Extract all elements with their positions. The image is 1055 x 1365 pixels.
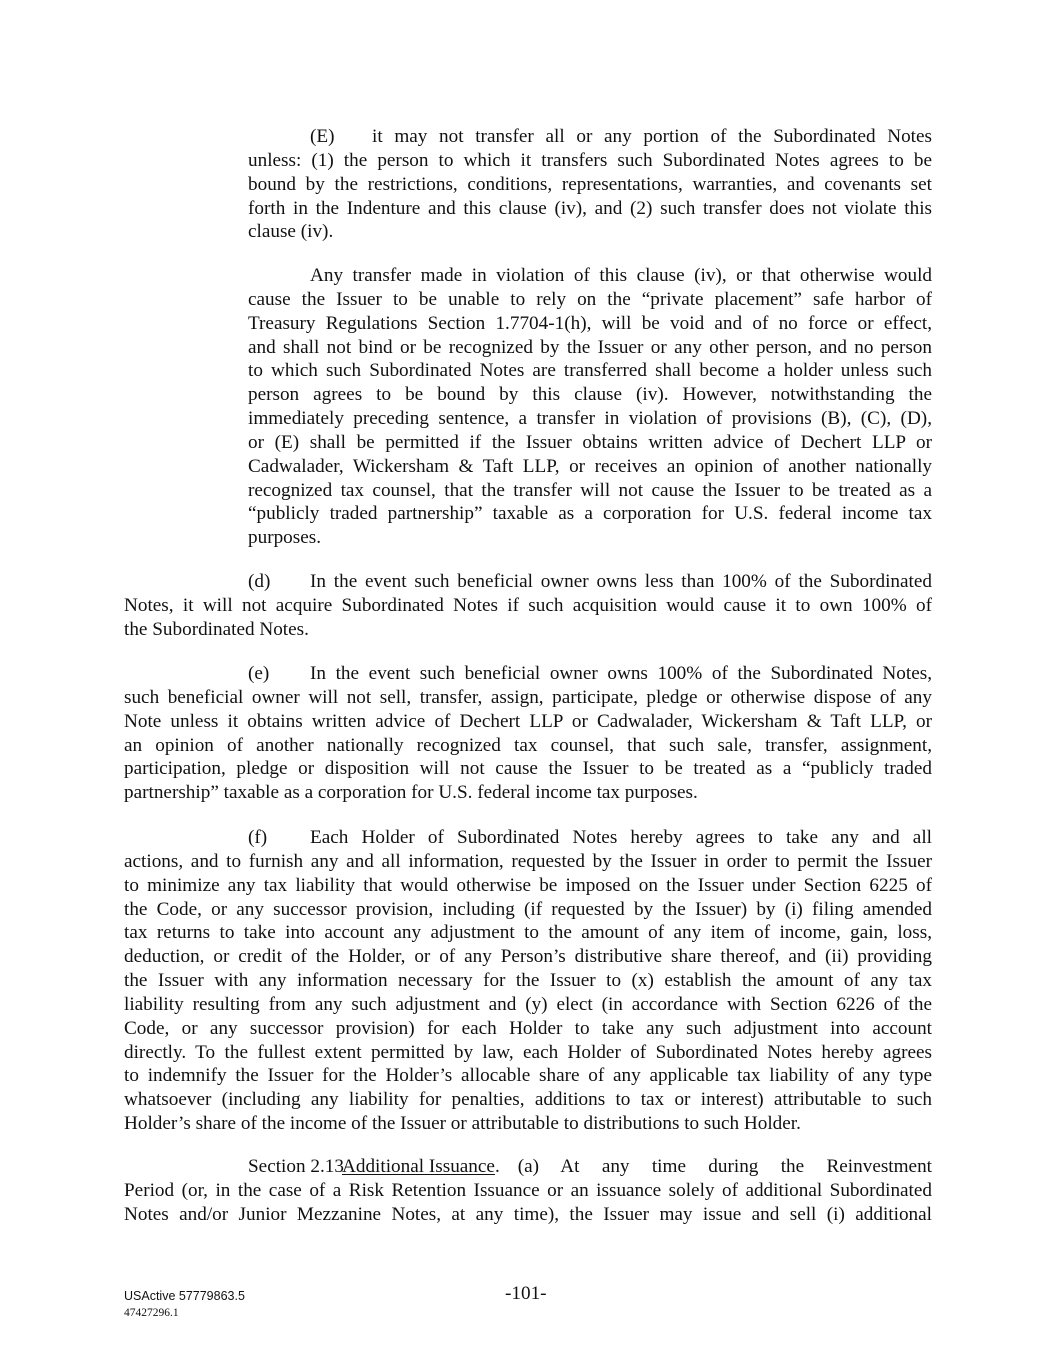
paragraph-line: Cadwalader, Wickersham & Taft LLP, or receives an opinion of another nationally	[248, 455, 932, 477]
clause-d-paragraph	[124, 570, 932, 642]
paragraph-line: (d) In the event such beneficial owner owns less than 100% of the Subordinated	[248, 571, 932, 592]
paragraph-line: tax returns to take into account any adjustment to the amount of any item of income, gain, loss,	[124, 922, 932, 944]
paragraph-line: recognized tax counsel, that the transfer will not cause the Issuer to be treated as a	[248, 479, 932, 501]
paragraph-line: person agrees to be bound by this clause (iv). However, notwithstanding the	[248, 384, 932, 406]
paragraph-line: Period (or, in the case of a Risk Retention Issuance or an issuance solely of additional Subordinated	[124, 1179, 932, 1201]
section-title: Additional Issuance	[342, 1156, 495, 1177]
paragraph-line: unless: (1) the person to which it transfers such Subordinated Notes agrees to be	[248, 149, 932, 171]
paragraph-line: or (E) shall be permitted if the Issuer obtains written advice of Dechert LLP or	[248, 431, 932, 453]
paragraph-line: purposes.	[248, 527, 322, 549]
clause-label: (e)	[248, 663, 270, 684]
clause-label: (E)	[310, 126, 335, 147]
paragraph-line: (e) In the event such beneficial owner owns 100% of the Subordinated Notes,	[248, 663, 932, 684]
paragraph-line: Notes and/or Junior Mezzanine Notes, at any time), the Issuer may issue and sell (i) additional	[124, 1203, 932, 1225]
footer-document-id: USActive 57779863.5	[124, 1289, 245, 1303]
paragraph-line: the Issuer with any information necessary for the Issuer to (x) establish the amount of any tax	[124, 970, 932, 992]
paragraph-line: Code, or any successor provision) for each Holder to take any such adjustment into account	[124, 1017, 932, 1039]
paragraph-line: Note unless it obtains written advice of Dechert LLP or Cadwalader, Wickersham & Taft LLP, or	[124, 710, 932, 732]
section-first-line: (a) At any time during the Reinvestment	[517, 1156, 932, 1177]
paragraph-line: Holder’s share of the income of the Issuer or attributable to distributions to such Holder.	[124, 1113, 801, 1135]
clause-E-paragraph	[248, 125, 932, 244]
paragraph-line: clause (iv).	[248, 221, 334, 243]
paragraph-line: participation, pledge or disposition will not cause the Issuer to be treated as a “publicly traded	[124, 758, 932, 780]
clause-label: (d)	[248, 571, 271, 592]
paragraph-line: cause the Issuer to be unable to rely on the “private placement” safe harbor of	[248, 288, 932, 310]
section-title-period: .	[494, 1156, 500, 1177]
paragraph-line: and shall not bind or be recognized by the Issuer or any other person, and no person	[248, 336, 932, 358]
section-number: Section 2.13	[248, 1156, 344, 1177]
paragraph-line: to minimize any tax liability that would otherwise be imposed on the Issuer under Section 6225 of	[124, 874, 932, 896]
paragraph-line: liability resulting from any such adjustment and (y) elect (in accordance with Section 6226 of the	[124, 993, 932, 1015]
paragraph-line: whatsoever (including any liability for penalties, additions to tax or interest) attributable to such	[124, 1089, 932, 1111]
paragraph-line: (E) it may not transfer all or any portion of the Subordinated Notes	[310, 126, 932, 147]
paragraph-line: actions, and to furnish any and all information, requested by the Issuer in order to permit the Issuer	[124, 850, 932, 872]
paragraph-line: the Subordinated Notes.	[124, 618, 309, 640]
transfer-violation-paragraph	[248, 264, 932, 550]
clause-e-paragraph	[124, 662, 932, 805]
paragraph-line: immediately preceding sentence, a transfer in violation of provisions (B), (C), (D),	[248, 408, 932, 430]
paragraph-line: Any transfer made in violation of this clause (iv), or that otherwise would	[310, 265, 932, 286]
paragraph-line: an opinion of another nationally recognized tax counsel, that such sale, transfer, assignment,	[124, 734, 932, 756]
section-2-13-paragraph	[124, 1155, 932, 1227]
paragraph-line: forth in the Indenture and this clause (iv), and (2) such transfer does not violate this	[248, 197, 932, 219]
paragraph-line: “publicly traded partnership” taxable as a corporation for U.S. federal income tax	[248, 503, 932, 525]
paragraph-line: deduction, or credit of the Holder, or of any Person’s distributive share thereof, and (ii) providing	[124, 946, 932, 968]
paragraph-line: to which such Subordinated Notes are transferred shall become a holder unless such	[248, 360, 932, 382]
paragraph-line: Treasury Regulations Section 1.7704-1(h), will be void and of no force or effect,	[248, 312, 932, 334]
paragraph-line: bound by the restrictions, conditions, representations, warranties, and covenants set	[248, 173, 932, 195]
footer-secondary-id: 47427296.1	[124, 1307, 179, 1319]
paragraph-line: partnership” taxable as a corporation for U.S. federal income tax purposes.	[124, 782, 698, 804]
section-heading-line	[124, 1155, 932, 1179]
paragraph-line: to indemnify the Issuer for the Holder’s allocable share of any applicable tax liability of any type	[124, 1065, 932, 1087]
paragraph-line: (f) Each Holder of Subordinated Notes hereby agrees to take any and all	[248, 827, 932, 848]
paragraph-line: such beneficial owner will not sell, transfer, assign, participate, pledge or otherwise dispose of any	[124, 686, 932, 708]
paragraph-line: Notes, it will not acquire Subordinated Notes if such acquisition would cause it to own 100% of	[124, 594, 932, 616]
clause-label: (f)	[248, 827, 268, 848]
page-number: -101-	[505, 1283, 547, 1304]
clause-f-paragraph	[124, 826, 932, 1136]
paragraph-line: directly. To the fullest extent permitted by law, each Holder of Subordinated Notes hereby agrees	[124, 1041, 932, 1063]
paragraph-line: the Code, or any successor provision, including (if requested by the Issuer) by (i) filing amended	[124, 898, 932, 920]
